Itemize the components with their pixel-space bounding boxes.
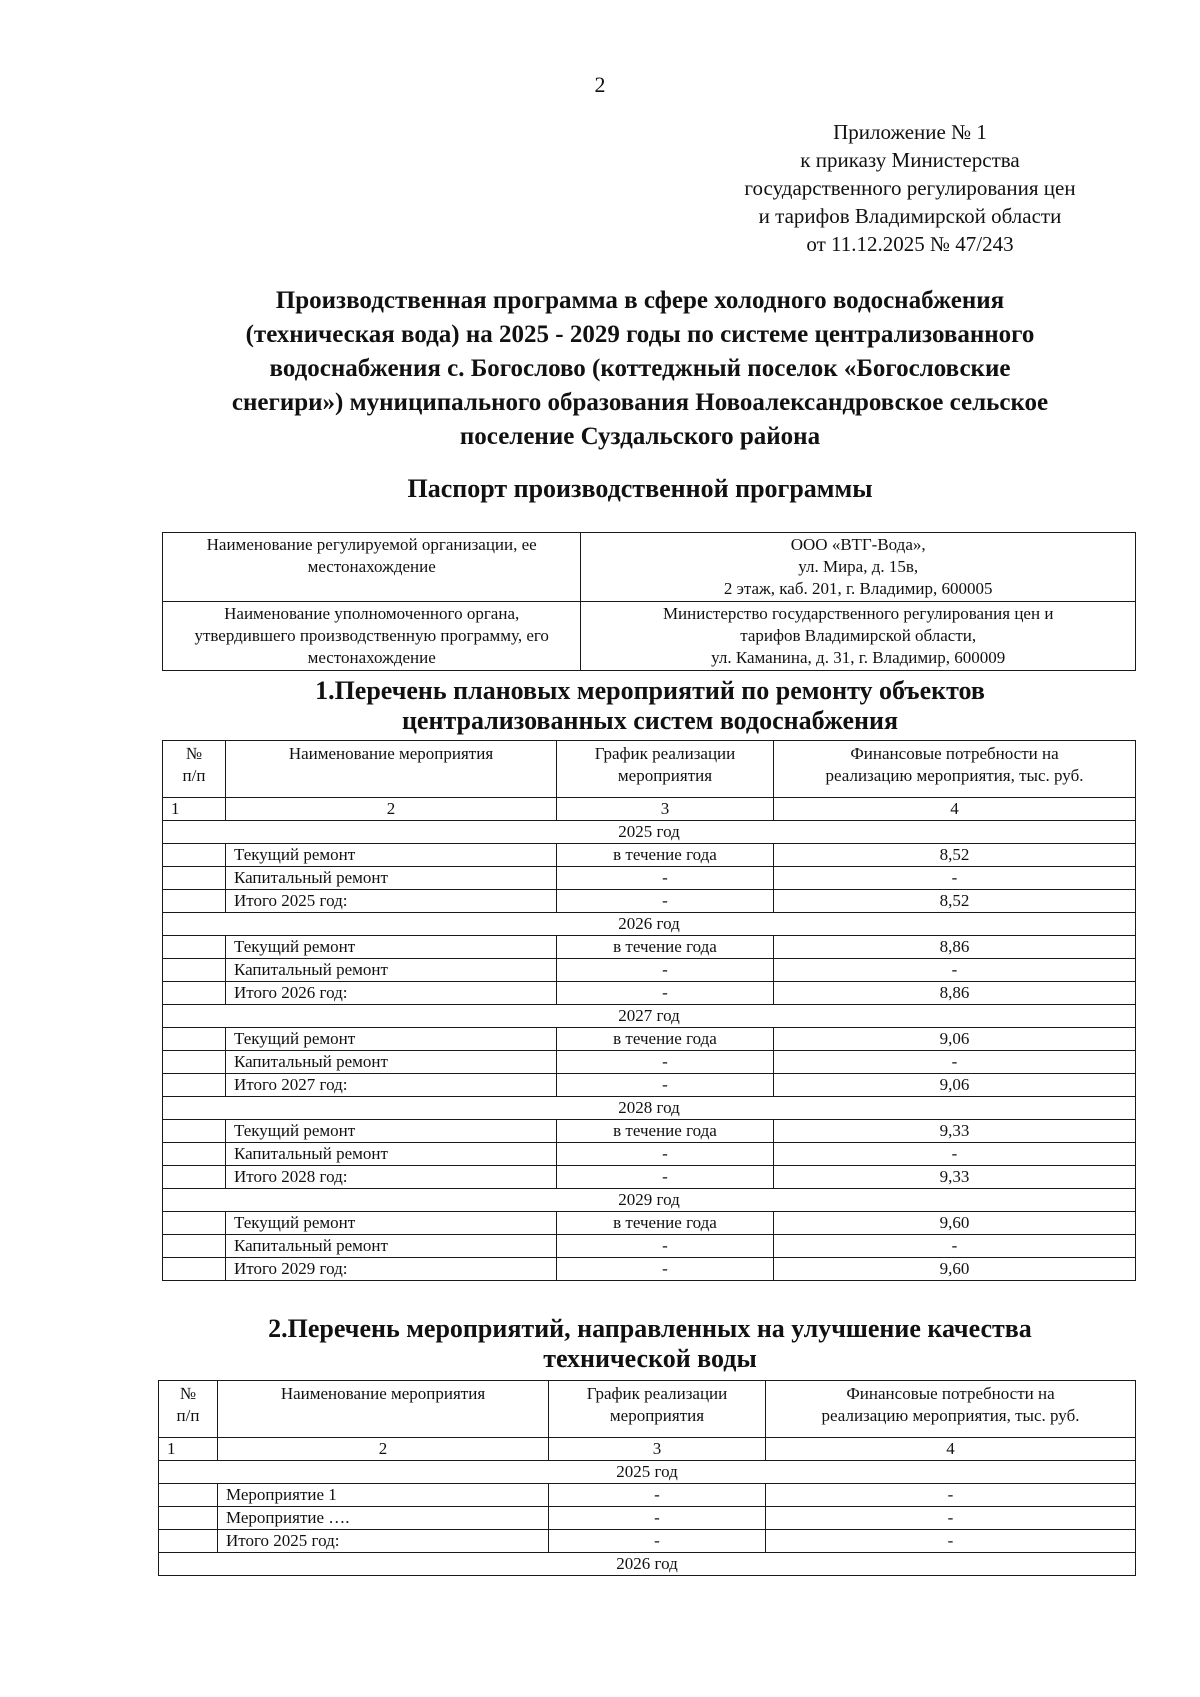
row-num-cell: [163, 867, 226, 890]
row-name-cell: Текущий ремонт: [226, 1212, 557, 1235]
row-num-cell: [163, 1235, 226, 1258]
row-schedule-cell: -: [557, 1074, 774, 1097]
page-number: 2: [594, 72, 606, 97]
table-row: [159, 1484, 1136, 1507]
cell-line: 2 этаж, каб. 201, г. Владимир, 600005: [723, 579, 993, 598]
row-schedule-cell: -: [557, 1235, 774, 1258]
row-name-cell: Мероприятие 1: [218, 1484, 549, 1507]
year-row: [163, 1189, 1136, 1212]
column-number-cell: 4: [774, 798, 1136, 821]
row-schedule-cell: -: [549, 1484, 766, 1507]
row-name-cell: Итого 2027 год:: [226, 1074, 557, 1097]
repair-measures-table: [162, 740, 1136, 1281]
year-cell: 2027 год: [163, 1005, 1136, 1028]
row-finance-cell: 8,86: [774, 936, 1136, 959]
row-finance-cell: 8,52: [774, 890, 1136, 913]
row-finance-cell: -: [774, 1051, 1136, 1074]
table-row: [163, 959, 1136, 982]
row-schedule-cell: -: [557, 982, 774, 1005]
appendix-line: государственного регулирования цен: [744, 176, 1076, 200]
year-row: [163, 913, 1136, 936]
row-schedule-cell: -: [549, 1530, 766, 1553]
row-finance-cell: -: [774, 1235, 1136, 1258]
table-row: [163, 1028, 1136, 1051]
row-finance-cell: 9,06: [774, 1074, 1136, 1097]
header-schedule-cell: [557, 741, 774, 798]
section-title-line: технической воды: [543, 1344, 757, 1373]
table-row: [159, 1530, 1136, 1553]
row-num-cell: [163, 1212, 226, 1235]
year-row: [159, 1553, 1136, 1576]
row-schedule-cell: в течение года: [557, 1120, 774, 1143]
quality-measures-table: [158, 1380, 1136, 1576]
row-num-cell: [163, 1258, 226, 1281]
column-number-cell: 2: [218, 1438, 549, 1461]
cell-line: Министерство государственного регулирования цен и: [662, 604, 1054, 623]
passport-org-label: [163, 533, 581, 602]
row-name-cell: Итого 2025 год:: [218, 1530, 549, 1553]
cell-line: мероприятия: [609, 1406, 705, 1425]
year-cell: 2026 год: [159, 1553, 1136, 1576]
row-finance-cell: 9,33: [774, 1120, 1136, 1143]
cell-line: №: [179, 1384, 197, 1403]
year-row: [163, 1005, 1136, 1028]
row-schedule-cell: -: [557, 1051, 774, 1074]
passport-table: [162, 532, 1136, 671]
cell-line: местонахождение: [307, 557, 436, 576]
title-line: (техническая вода) на 2025 - 2029 годы по системе централизованного: [245, 321, 1035, 348]
row-finance-cell: -: [774, 959, 1136, 982]
header-finance-cell: [774, 741, 1136, 798]
row-name-cell: Капитальный ремонт: [226, 1051, 557, 1074]
row-num-cell: [159, 1484, 218, 1507]
cell-line: ул. Каманина, д. 31, г. Владимир, 600009: [711, 648, 1006, 667]
cell-line: утвердившего производственную программу, его: [194, 626, 549, 645]
column-number-cell: 3: [557, 798, 774, 821]
cell-line: Финансовые потребности на: [850, 744, 1059, 763]
row-finance-cell: 8,52: [774, 844, 1136, 867]
row-num-cell: [159, 1530, 218, 1553]
table-row: [163, 936, 1136, 959]
row-num-cell: [163, 1074, 226, 1097]
appendix-line: от 11.12.2025 № 47/243: [806, 232, 1014, 256]
row-num-cell: [163, 1028, 226, 1051]
row-name-cell: Капитальный ремонт: [226, 867, 557, 890]
column-number-cell: 2: [226, 798, 557, 821]
cell-line: График реализации: [586, 1384, 728, 1403]
row-finance-cell: -: [774, 867, 1136, 890]
cell-line: реализацию мероприятия, тыс. руб.: [825, 766, 1084, 785]
table-row: [163, 844, 1136, 867]
cell-line: Наименование уполномоченного органа,: [224, 604, 520, 623]
cell-line: ООО «ВТГ-Вода»,: [790, 535, 926, 554]
section2-title: [150, 1314, 1150, 1374]
table-row: [159, 1507, 1136, 1530]
year-cell: 2028 год: [163, 1097, 1136, 1120]
header-num-cell: [163, 741, 226, 798]
row-num-cell: [159, 1507, 218, 1530]
header-finance-cell: [766, 1381, 1136, 1438]
column-number-row: [163, 798, 1136, 821]
row-name-cell: Капитальный ремонт: [226, 1235, 557, 1258]
column-number-cell: 3: [549, 1438, 766, 1461]
row-finance-cell: -: [766, 1530, 1136, 1553]
cell-line: местонахождение: [307, 648, 436, 667]
row-name-cell: Мероприятие ….: [218, 1507, 549, 1530]
cell-line: п/п: [182, 766, 206, 785]
row-schedule-cell: -: [557, 959, 774, 982]
row-name-cell: Итого 2029 год:: [226, 1258, 557, 1281]
section-title-line: 1.Перечень плановых мероприятий по ремонту объектов: [315, 676, 985, 705]
passport-row-authority: [163, 602, 1136, 671]
row-schedule-cell: в течение года: [557, 936, 774, 959]
title-line: Производственная программа в сфере холодного водоснабжения: [275, 287, 1005, 314]
row-schedule-cell: -: [557, 867, 774, 890]
column-number-cell: 1: [163, 798, 226, 821]
cell-line: №: [185, 744, 203, 763]
column-number-cell: 4: [766, 1438, 1136, 1461]
year-cell: 2026 год: [163, 913, 1136, 936]
table-row: [163, 1120, 1136, 1143]
column-number-cell: 1: [159, 1438, 218, 1461]
row-finance-cell: 9,06: [774, 1028, 1136, 1051]
appendix-line: Приложение № 1: [833, 120, 987, 144]
table-header-row: [159, 1381, 1136, 1438]
table-row: [163, 1051, 1136, 1074]
passport-title: Паспорт производственной программы: [407, 474, 873, 503]
year-row: [163, 821, 1136, 844]
appendix-line: к приказу Министерства: [800, 148, 1020, 172]
row-num-cell: [163, 1051, 226, 1074]
row-finance-cell: 9,33: [774, 1166, 1136, 1189]
row-num-cell: [163, 959, 226, 982]
row-finance-cell: -: [766, 1507, 1136, 1530]
row-name-cell: Текущий ремонт: [226, 1120, 557, 1143]
column-number-row: [159, 1438, 1136, 1461]
row-num-cell: [163, 844, 226, 867]
cell-line: Финансовые потребности на: [846, 1384, 1055, 1403]
row-schedule-cell: в течение года: [557, 1028, 774, 1051]
row-schedule-cell: -: [557, 890, 774, 913]
appendix-line: и тарифов Владимирской области: [758, 204, 1062, 228]
header-name-cell: Наименование мероприятия: [218, 1381, 549, 1438]
appendix-block: [700, 118, 1120, 258]
row-name-cell: Текущий ремонт: [226, 844, 557, 867]
row-name-cell: Итого 2026 год:: [226, 982, 557, 1005]
row-schedule-cell: -: [557, 1166, 774, 1189]
cell-line: мероприятия: [617, 766, 713, 785]
row-name-cell: Итого 2025 год:: [226, 890, 557, 913]
table-row: [163, 1258, 1136, 1281]
cell-line: тарифов Владимирской области,: [740, 626, 977, 645]
row-name-cell: Капитальный ремонт: [226, 959, 557, 982]
row-num-cell: [163, 1166, 226, 1189]
header-name-cell: Наименование мероприятия: [226, 741, 557, 798]
year-cell: 2025 год: [163, 821, 1136, 844]
row-name-cell: Текущий ремонт: [226, 1028, 557, 1051]
row-num-cell: [163, 1143, 226, 1166]
row-finance-cell: -: [766, 1484, 1136, 1507]
passport-org-value: [581, 533, 1136, 602]
row-schedule-cell: в течение года: [557, 1212, 774, 1235]
cell-line: п/п: [176, 1406, 200, 1425]
year-cell: 2025 год: [159, 1461, 1136, 1484]
cell-line: Наименование регулируемой организации, ее: [206, 535, 537, 554]
table-row: [163, 1166, 1136, 1189]
section-title-line: 2.Перечень мероприятий, направленных на улучшение качества: [268, 1314, 1032, 1343]
passport-authority-label: [163, 602, 581, 671]
row-finance-cell: 9,60: [774, 1212, 1136, 1235]
table-row: [163, 1235, 1136, 1258]
row-num-cell: [163, 890, 226, 913]
row-num-cell: [163, 1120, 226, 1143]
row-schedule-cell: -: [549, 1507, 766, 1530]
row-schedule-cell: в течение года: [557, 844, 774, 867]
table-row: [163, 982, 1136, 1005]
row-finance-cell: 9,60: [774, 1258, 1136, 1281]
row-num-cell: [163, 982, 226, 1005]
row-name-cell: Капитальный ремонт: [226, 1143, 557, 1166]
section1-title: [150, 676, 1150, 736]
year-row: [159, 1461, 1136, 1484]
title-line: снегири») муниципального образования Новоалександровское сельское: [231, 389, 1049, 416]
row-finance-cell: -: [774, 1143, 1136, 1166]
header-num-cell: [159, 1381, 218, 1438]
passport-row-organization: [163, 533, 1136, 602]
table-row: [163, 1143, 1136, 1166]
passport-authority-value: [581, 602, 1136, 671]
cell-line: График реализации: [594, 744, 736, 763]
year-cell: 2029 год: [163, 1189, 1136, 1212]
title-line: водоснабжения с. Богослово (коттеджный поселок «Богословские: [269, 355, 1011, 382]
section-title-line: централизованных систем водоснабжения: [401, 706, 899, 735]
row-name-cell: Текущий ремонт: [226, 936, 557, 959]
cell-line: ул. Мира, д. 15в,: [798, 557, 919, 576]
row-schedule-cell: -: [557, 1143, 774, 1166]
cell-line: реализацию мероприятия, тыс. руб.: [821, 1406, 1080, 1425]
table-row: [163, 867, 1136, 890]
table-row: [163, 1212, 1136, 1235]
document-title: [150, 284, 1130, 454]
header-schedule-cell: [549, 1381, 766, 1438]
row-schedule-cell: -: [557, 1258, 774, 1281]
row-name-cell: Итого 2028 год:: [226, 1166, 557, 1189]
table-row: [163, 890, 1136, 913]
row-finance-cell: 8,86: [774, 982, 1136, 1005]
row-num-cell: [163, 936, 226, 959]
title-line: поселение Суздальского района: [459, 423, 821, 450]
table-header-row: [163, 741, 1136, 798]
year-row: [163, 1097, 1136, 1120]
table-row: [163, 1074, 1136, 1097]
